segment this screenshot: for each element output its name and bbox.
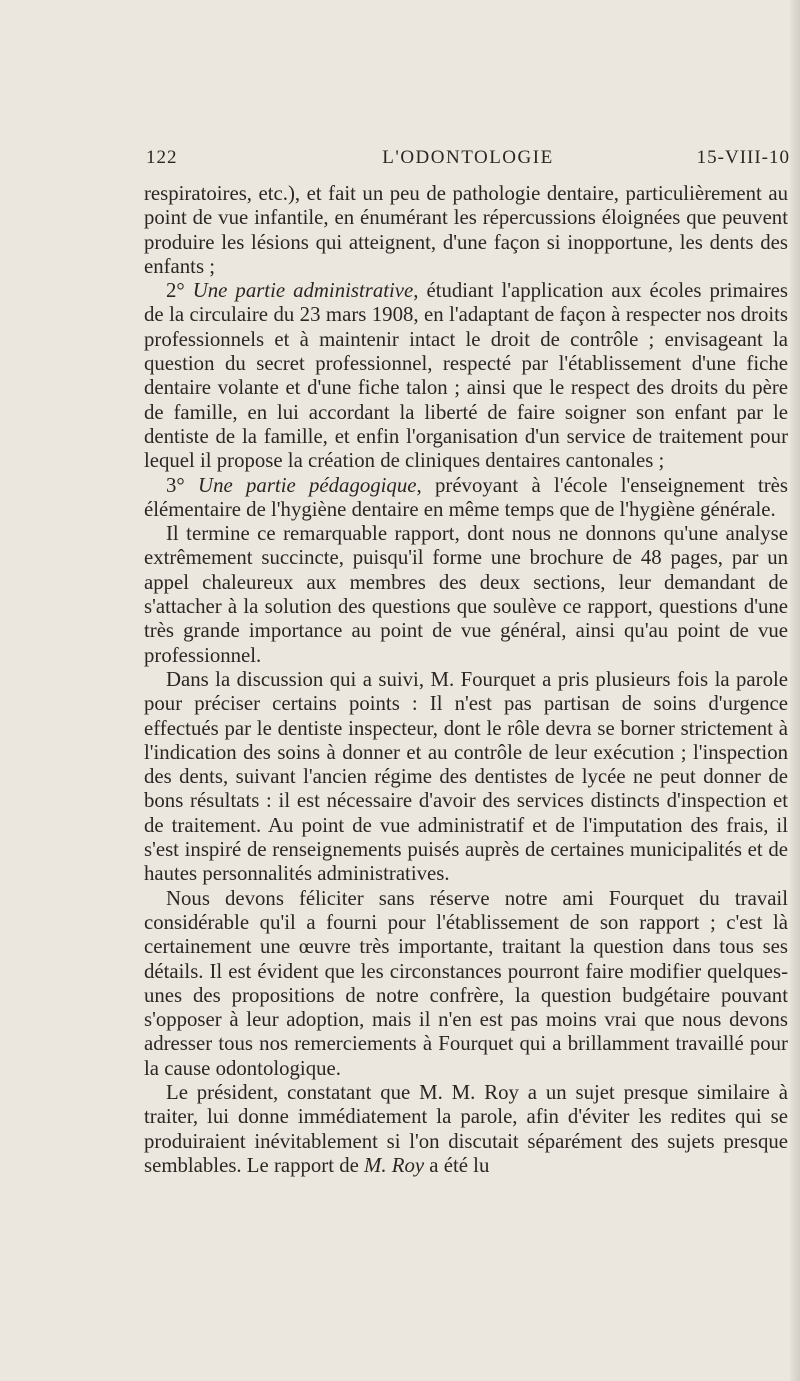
paragraph-text: 3°: [166, 473, 199, 497]
paragraph-text: Dans la discussion qui a suivi, M. Fourquet a pris plusieurs fois la parole pour préciser certains points : Il n'est pas partisan de soins d'urgence effectués par le dentiste inspecteur, dont le rôle devra se borner strictement à l'indication des soins à donner et au contrôle de leur exécution ; l'inspection des dents, suivant l'ancien régime des dentistes de lycée ne peut donner de bons résultats : il est nécessaire d'avoir des services distincts d'inspection et de traitement. Au point de vue administratif et de l'imputation des frais, il s'est inspiré de renseignements puisés auprès de certaines municipalités et de hautes personnalités administratives.: [144, 667, 788, 886]
paragraph-text: , prévoyant à l'école l'enseignement très élémentaire de l'hygiène dentaire en même temps que de l'hygiène générale.: [144, 473, 788, 521]
italic-text: Une partie pédagogique: [198, 473, 417, 497]
paragraph: [144, 522, 788, 668]
journal-title: L'ODONTOLOGIE: [382, 147, 554, 168]
issue-date: 15-VIII-10: [696, 147, 790, 168]
paragraph: [144, 887, 788, 1081]
paragraph-text: , étudiant l'application aux écoles primaires de la circulaire du 23 mars 1908, en l'adaptant de façon à respecter nos droits professionnels et à maintenir intact le droit de contrôle ; envisageant la question du secret professionnel, respecté par l'établissement d'une fiche dentaire volante et d'une fiche talon ; ainsi que le respect des droits du père de famille, en lui accordant la liberté de faire soigner son enfant par le dentiste de la famille, et enfin l'organisation d'un service de traitement pour lequel il propose la création de cliniques dentaires cantonales ;: [144, 279, 789, 473]
italic-text: Une partie administrative: [192, 279, 414, 303]
paragraph-text: respiratoires, etc.), et fait un peu de pathologie dentaire, particulièrement au point de vue infantile, en énumérant les répercussions éloignées que peuvent produire les lésions qui atteignent, d'une façon si inopportune, les dents des enfants ;: [144, 182, 788, 278]
page-number: 122: [146, 147, 178, 168]
paragraph-text: Il termine ce remarquable rapport, dont nous ne donnons qu'une analyse extrêmement succincte, puisqu'il forme une brochure de 48 pages, par un appel chaleureux aux membres des deux sections, leur demandant de s'attacher à la solution des questions que soulève ce rapport, questions d'une très grande importance au point de vue général, ainsi qu'au point de vue professionnel.: [144, 522, 788, 667]
running-header: [146, 147, 790, 175]
paragraph: [144, 182, 788, 279]
paragraph: [144, 668, 788, 887]
paragraph-text: 2°: [166, 279, 193, 303]
italic-text: M. Roy: [364, 1153, 425, 1177]
page-edge: [790, 0, 800, 1381]
body-text: [144, 182, 788, 1178]
paragraph: [144, 474, 788, 523]
paragraph: [144, 1081, 788, 1178]
paragraph-text: a été lu: [424, 1153, 490, 1177]
paragraph-text: Nous devons féliciter sans réserve notre ami Fourquet du travail considérable qu'il a fourni pour l'établissement de son rapport ; c'est là certainement une œuvre très importante, traitant la question dans tous ses détails. Il est évident que les circonstances pourront faire modifier quelques-unes des propositions de notre confrère, la question budgétaire pouvant s'opposer à leur adoption, mais il n'en est pas moins vrai que nous devons adresser tous nos remerciements à Fourquet qui a brillamment travaillé pour la cause odontologique.: [144, 886, 788, 1080]
paragraph: [144, 279, 788, 473]
paragraph-text: Le président, constatant que M. M. Roy a un sujet presque similaire à traiter, lui donne immédiatement la parole, afin d'éviter les redites qui se produiraient inévitablement si l'on discutait séparément des sujets presque semblables. Le rapport de: [144, 1080, 788, 1177]
